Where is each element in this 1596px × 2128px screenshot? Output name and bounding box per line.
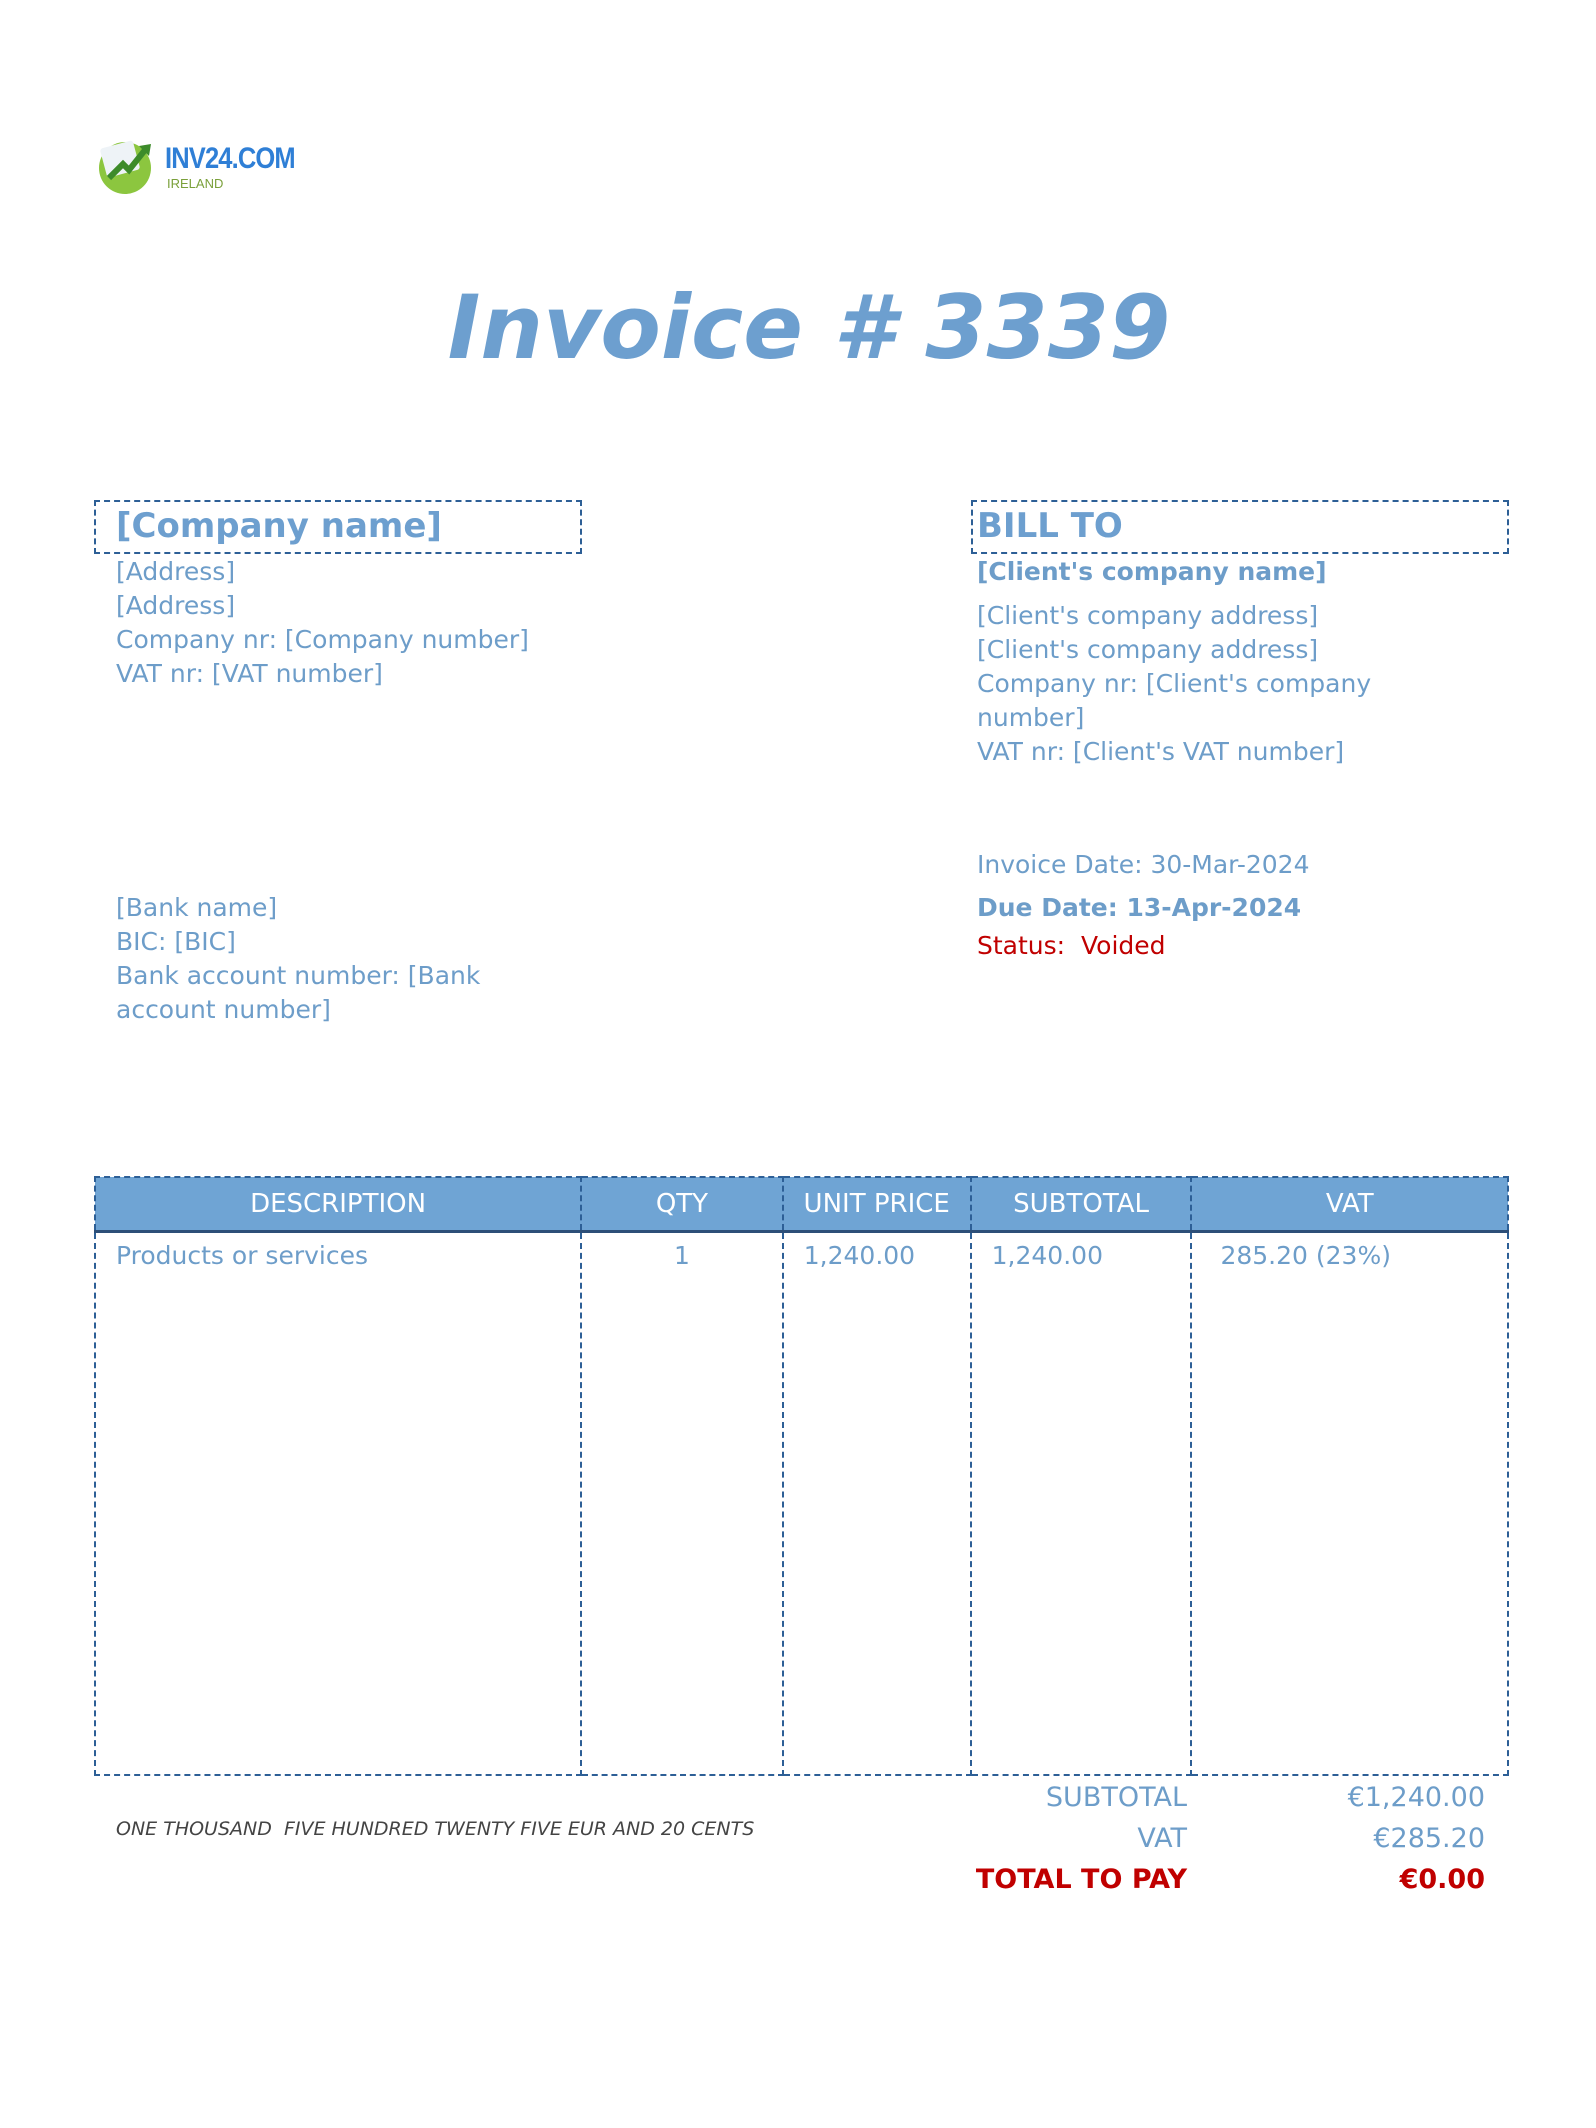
- table-header: [95, 1177, 1508, 1232]
- header-qty: QTY: [581, 1177, 783, 1232]
- client-line: [Client's company address]: [977, 601, 1319, 630]
- header-description: DESCRIPTION: [95, 1177, 581, 1232]
- cell-description: Products or services: [95, 1232, 581, 1776]
- seller-line: VAT nr: [VAT number]: [116, 659, 383, 688]
- logo-icon: [95, 134, 161, 196]
- status: [977, 929, 1310, 963]
- client-line: [Client's company address]: [977, 635, 1319, 664]
- bank-line: Bank account number: [Bank: [116, 961, 481, 990]
- company-name-box: [94, 500, 582, 554]
- logo-subtext: IRELAND: [167, 176, 224, 191]
- seller-line: [Address]: [116, 591, 236, 620]
- total-value: €0.00: [1399, 1864, 1485, 1895]
- status-label: Status:: [977, 931, 1066, 960]
- bill-to-heading: BILL TO: [977, 506, 1123, 546]
- client-line: number]: [977, 703, 1085, 732]
- client-name: [Client's company name]: [977, 557, 1327, 586]
- status-value: Voided: [1081, 931, 1166, 960]
- subtotal-value: €1,240.00: [1347, 1782, 1485, 1813]
- cell-qty: 1: [581, 1232, 783, 1776]
- company-name: [Company name]: [116, 506, 442, 546]
- logo-text: INV24.COM: [165, 142, 295, 175]
- bank-info: [116, 891, 480, 1027]
- header-vat: VAT: [1191, 1177, 1508, 1232]
- client-info: [977, 555, 1371, 769]
- items-table: [94, 1176, 1509, 1776]
- invoice-dates: [977, 848, 1310, 963]
- seller-line: Company nr: [Company number]: [116, 625, 529, 654]
- seller-line: [Address]: [116, 557, 236, 586]
- header-subtotal: SUBTOTAL: [971, 1177, 1192, 1232]
- bank-line: [Bank name]: [116, 893, 278, 922]
- amount-in-words: ONE THOUSAND FIVE HUNDRED TWENTY FIVE EUR AND 20 CENTS: [116, 1818, 755, 1840]
- client-line: VAT nr: [Client's VAT number]: [977, 737, 1345, 766]
- bill-to-box: [971, 500, 1509, 554]
- invoice-title: Invoice # 3339: [447, 276, 1171, 379]
- cell-unit-price: 1,240.00: [783, 1232, 971, 1776]
- header-unit-price: UNIT PRICE: [783, 1177, 971, 1232]
- total-label: TOTAL TO PAY: [975, 1864, 1187, 1895]
- table-row: [95, 1232, 1508, 1776]
- vat-value: €285.20: [1373, 1823, 1485, 1854]
- invoice-date: Invoice Date: 30-Mar-2024: [977, 850, 1310, 879]
- vat-label: VAT: [1137, 1823, 1187, 1854]
- bank-line: account number]: [116, 995, 331, 1024]
- cell-vat: 285.20 (23%): [1191, 1232, 1508, 1776]
- seller-address: [116, 555, 529, 691]
- due-date: Due Date: 13-Apr-2024: [977, 893, 1302, 922]
- logo: [95, 134, 295, 196]
- bank-line: BIC: [BIC]: [116, 927, 236, 956]
- cell-subtotal: 1,240.00: [971, 1232, 1192, 1776]
- client-line: Company nr: [Client's company: [977, 669, 1372, 698]
- subtotal-label: SUBTOTAL: [1045, 1782, 1187, 1813]
